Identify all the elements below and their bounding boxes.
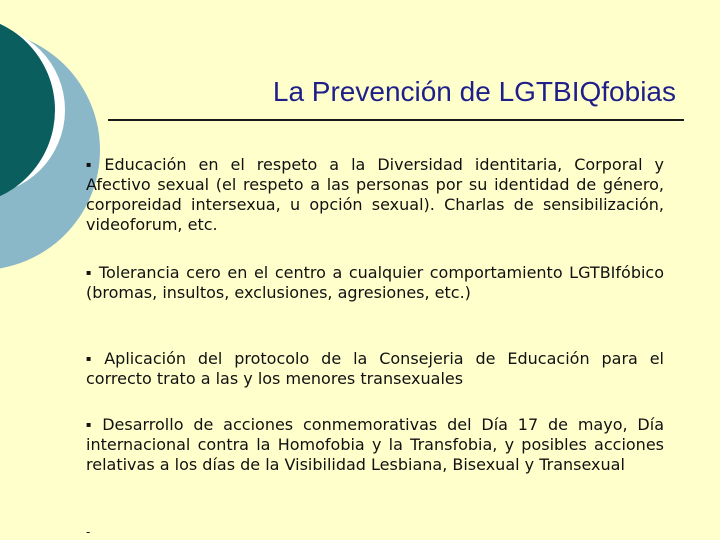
bullet-marker: ▪ xyxy=(86,420,97,429)
bullet-marker: ▪ xyxy=(86,160,99,169)
slide-title: La Prevención de LGTBIQfobias xyxy=(272,76,676,107)
decorative-circles xyxy=(0,0,110,300)
bullet-marker: ▪ xyxy=(86,268,93,277)
bullet-text: Aplicación del protocolo de la Consejeria de Educación para el correcto trato a las y los menores transexuales xyxy=(86,349,665,388)
bullet-item xyxy=(86,155,664,235)
bullet-item xyxy=(86,263,664,303)
bullet-item xyxy=(86,415,664,475)
bullet-marker: ▪ xyxy=(86,354,99,363)
bullet-item xyxy=(86,349,664,389)
bullet-text: Desarrollo de acciones conmemorativas del Día 17 de mayo, Día internacional contra la Homofobia y la Transfobia, y posibles acciones relativas a los días de la Visibilidad Lesbiana, Bisexual y Transexual xyxy=(86,415,664,474)
trailing-mark: - xyxy=(86,525,91,539)
title-underline xyxy=(108,119,684,121)
bullet-text: Tolerancia cero en el centro a cualquier comportamiento LGTBIfóbico (bromas, insultos, exclusiones, agresiones, etc.) xyxy=(86,263,664,302)
bullet-text: Educación en el respeto a la Diversidad identitaria, Corporal y Afectivo sexual (el respeto a las personas por su identidad de género, corporeidad intersexua, u opción sexual). Charlas de sensibilización, videoforum, etc. xyxy=(86,155,664,234)
